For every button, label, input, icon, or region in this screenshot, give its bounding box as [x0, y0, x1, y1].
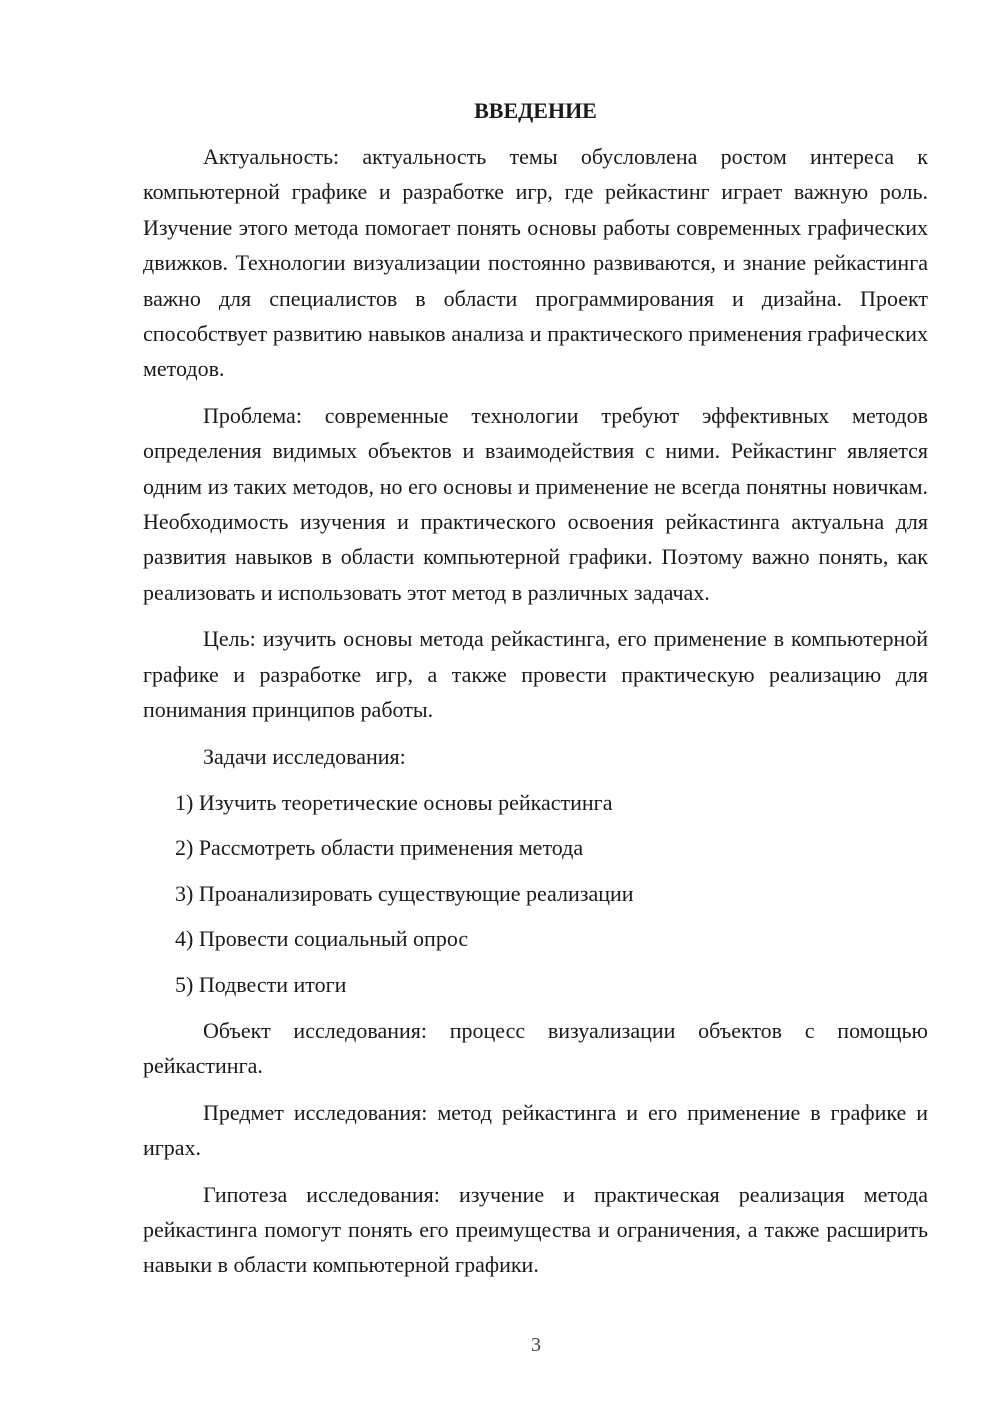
page-title: ВВЕДЕНИЕ	[474, 98, 597, 123]
object-paragraph: Объект исследования: процесс визуализации объектов с помощью рейкастинга.	[143, 1017, 928, 1079]
list-item: 5) Подвести итоги	[175, 971, 347, 997]
list-item: 2) Рассмотреть области применения метода	[175, 835, 584, 861]
list-item: 3) Проанализировать существующие реализации	[175, 880, 634, 906]
hypothesis-paragraph: Гипотеза исследования: изучение и практическая реализация метода рейкастинга помогут понять его преимущества и ограничения, а также расширить навыки в области компьютерной графики.	[143, 1181, 928, 1278]
tasks-heading: Задачи исследования:	[203, 743, 406, 769]
list-item: 4) Провести социальный опрос	[175, 926, 469, 952]
subject-paragraph: Предмет исследования: метод рейкастинга и его применение в графике и играх.	[143, 1099, 928, 1161]
task-list	[143, 785, 928, 1002]
relevance-paragraph: Актуальность: актуальность темы обусловлена ростом интереса к компьютерной графике и разработке игр, где рейкастинг играет важную роль. Изучение этого метода помогает понять основы работы современных графических движков. Технологии визуализации постоянно развиваются, и знание рейкастинга важно для специалистов в области программирования и дизайна. Проект способствует развитию навыков анализа и практического применения графических методов.	[143, 144, 928, 382]
page-content	[143, 95, 928, 1294]
goal-paragraph: Цель: изучить основы метода рейкастинга, его применение в компьютерной графике и разработке игр, а также провести практическую реализацию для понимания принципов работы.	[143, 626, 928, 723]
page-number: 3	[531, 1334, 541, 1356]
problem-paragraph: Проблема: современные технологии требуют эффективных методов определения видимых объектов и взаимодействия с ними. Рейкастинг является одним из таких методов, но его основы и применение не всегда понятны новичкам. Необходимость изучения и практического освоения рейкастинга актуальна для развития навыков в области компьютерной графики. Поэтому важно понять, как реализовать и использовать этот метод в различных задачах.	[143, 402, 928, 605]
list-item: 1) Изучить теоретические основы рейкастинга	[175, 789, 613, 815]
